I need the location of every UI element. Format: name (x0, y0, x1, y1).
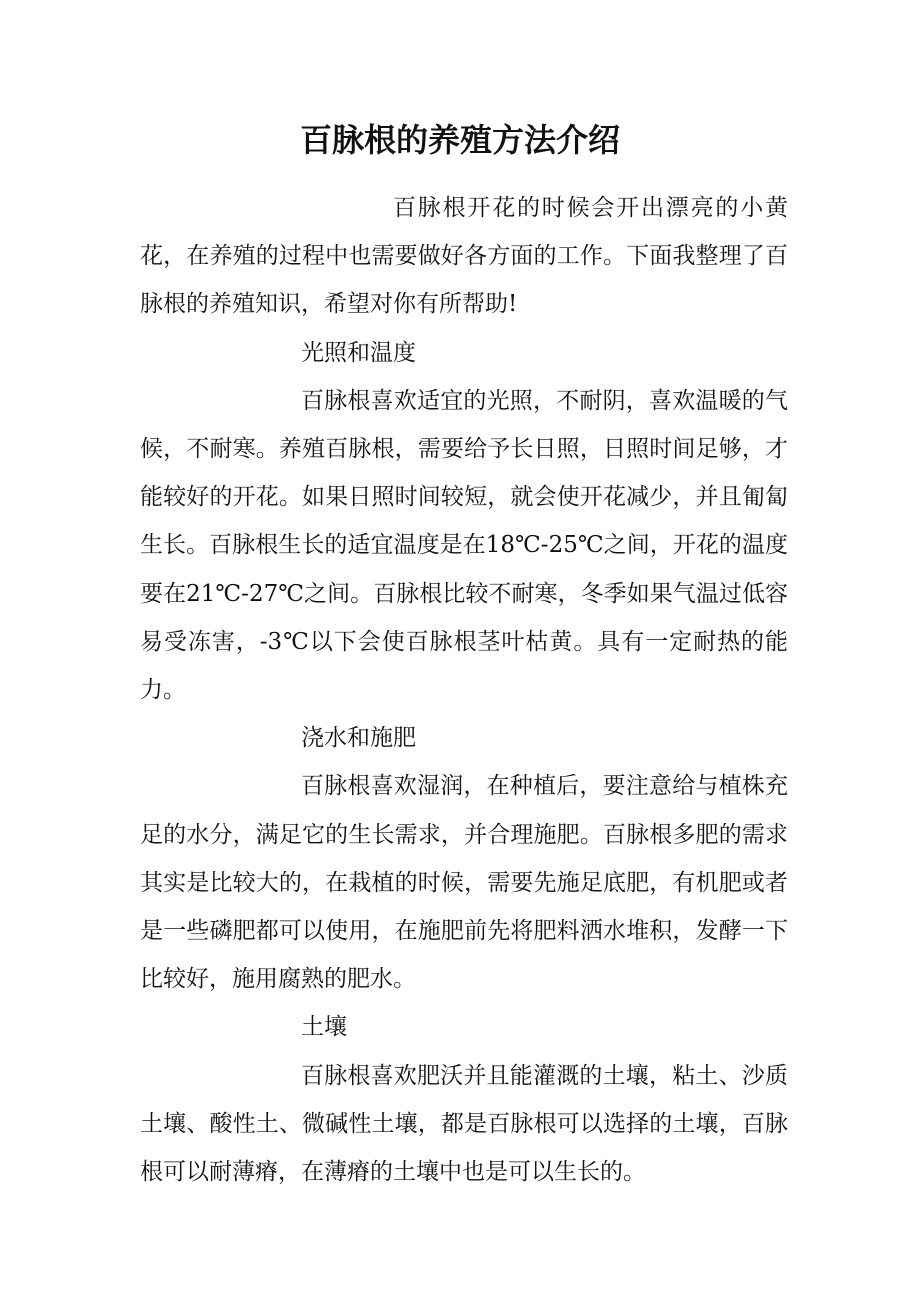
section-body-watering-fertilizing: 百脉根喜欢湿润，在种植后，要注意给与植株充足的水分，满足它的生长需求，并合理施肥。百脉根多肥的需求其实是比较大的，在栽植的时候，需要先施足底肥，有机肥或者是一些磷肥都可以使用，在施肥前先将肥料洒水堆积，发酵一下比较好，施用腐熟的肥水。 (140, 773, 788, 993)
section-body-soil: 百脉根喜欢肥沃并且能灌溉的土壤，粘土、沙质土壤、酸性土、微碱性土壤，都是百脉根可以选择的土壤，百脉根可以耐薄瘠，在薄瘠的土壤中也是可以生长的。 (140, 1062, 788, 1186)
page-title: 百脉根的养殖方法介绍 (299, 121, 620, 159)
section-heading-light-temperature: 光照和温度 (301, 339, 416, 366)
section-heading-soil: 土壤 (301, 1014, 347, 1041)
document-body (140, 184, 788, 1196)
section-body-light-temperature: 百脉根喜欢适宜的光照，不耐阴，喜欢温暖的气候，不耐寒。养殖百脉根，需要给予长日照，日照时间足够，才能较好的开花。如果日照时间较短，就会使开花减少，并且匍匐生长。百脉根生长的适宜温度是在18℃-25℃之间，开花的温度要在21℃-27℃之间。百脉根比较不耐寒，冬季如果气温过低容易受冻害，-3℃以下会使百脉根茎叶枯黄。具有一定耐热的能力。 (140, 387, 788, 704)
section-heading-watering-fertilizing: 浇水和施肥 (301, 725, 416, 752)
intro-paragraph: 百脉根开花的时候会开出漂亮的小黄花，在养殖的过程中也需要做好各方面的工作。下面我整理了百脉根的养殖知识，希望对你有所帮助! (140, 195, 788, 318)
